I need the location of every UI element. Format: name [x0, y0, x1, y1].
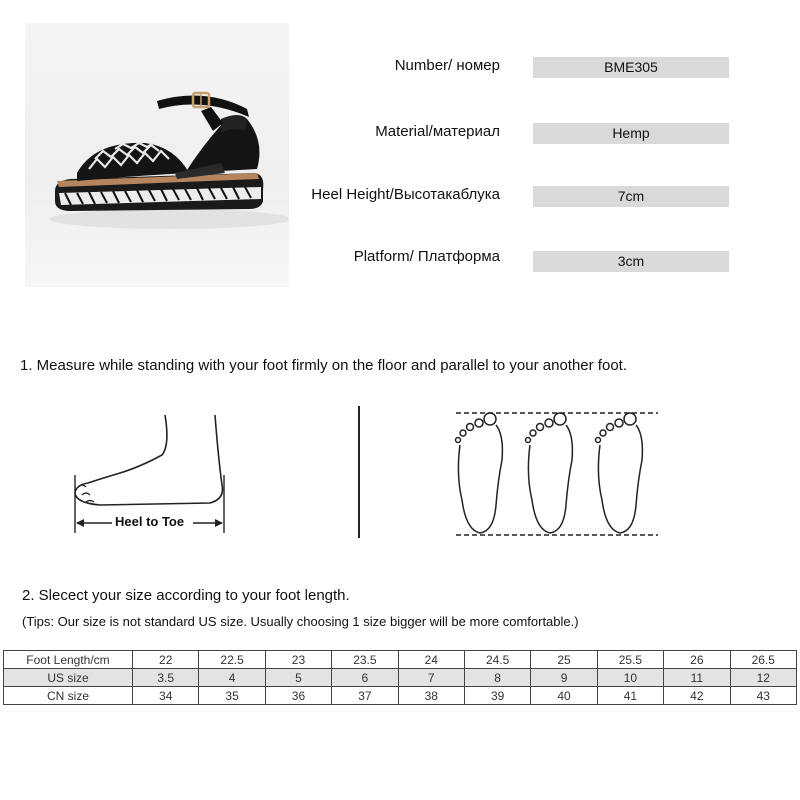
table-cell: 23 — [265, 651, 331, 669]
table-cell: 10 — [597, 669, 663, 687]
table-cell: 25.5 — [597, 651, 663, 669]
table-cell: 6 — [332, 669, 398, 687]
table-cell: 38 — [398, 687, 464, 705]
table-cell: 36 — [265, 687, 331, 705]
table-cell: 43 — [730, 687, 796, 705]
table-cell: 39 — [464, 687, 530, 705]
product-photo — [25, 23, 289, 287]
table-cell: 41 — [597, 687, 663, 705]
table-cell: 22.5 — [199, 651, 265, 669]
table-cell: 40 — [531, 687, 597, 705]
table-cell: 23.5 — [332, 651, 398, 669]
table-cell: 35 — [199, 687, 265, 705]
row-header: US size — [4, 669, 133, 687]
table-row — [4, 669, 797, 687]
spec-label-platform: Platform/ Платформа — [353, 248, 500, 265]
table-cell: 26 — [664, 651, 730, 669]
table-cell: 25 — [531, 651, 597, 669]
table-cell: 7 — [398, 669, 464, 687]
table-cell: 26.5 — [730, 651, 796, 669]
spec-value-number: BME305 — [533, 57, 729, 78]
spec-value-heel-height: 7cm — [533, 186, 729, 207]
table-cell: 5 — [265, 669, 331, 687]
table-cell: 3.5 — [133, 669, 199, 687]
instruction-step-2: 2. Slecect your size according to your foot length. — [22, 587, 350, 604]
row-header: Foot Length/cm — [4, 651, 133, 669]
table-cell: 24 — [398, 651, 464, 669]
table-cell: 24.5 — [464, 651, 530, 669]
foot-top-diagram — [448, 405, 670, 540]
sandal-illustration — [25, 23, 289, 287]
table-row — [4, 687, 797, 705]
size-table — [3, 650, 797, 705]
table-cell: 22 — [133, 651, 199, 669]
table-row — [4, 651, 797, 669]
table-cell: 12 — [730, 669, 796, 687]
instruction-step-1: 1. Measure while standing with your foot firmly on the floor and parallel to your another foot. — [20, 357, 627, 374]
size-tip: (Tips: Our size is not standard US size. Usually choosing 1 size bigger will be more comfortable.) — [22, 614, 579, 629]
row-header: CN size — [4, 687, 133, 705]
table-cell: 11 — [664, 669, 730, 687]
spec-value-material: Hemp — [533, 123, 729, 144]
spec-label-material: Material/материал — [375, 123, 500, 140]
table-cell: 34 — [133, 687, 199, 705]
heel-to-toe-label: Heel to Toe — [115, 514, 185, 529]
table-cell: 42 — [664, 687, 730, 705]
spec-label-heel-height: Heel Height/Высотакаблука — [311, 186, 500, 203]
spec-label-number: Number/ номер — [394, 57, 500, 74]
spec-value-platform: 3cm — [533, 251, 729, 272]
table-cell: 37 — [332, 687, 398, 705]
table-cell: 8 — [464, 669, 530, 687]
table-cell: 4 — [199, 669, 265, 687]
table-cell: 9 — [531, 669, 597, 687]
diagram-divider — [358, 406, 360, 538]
